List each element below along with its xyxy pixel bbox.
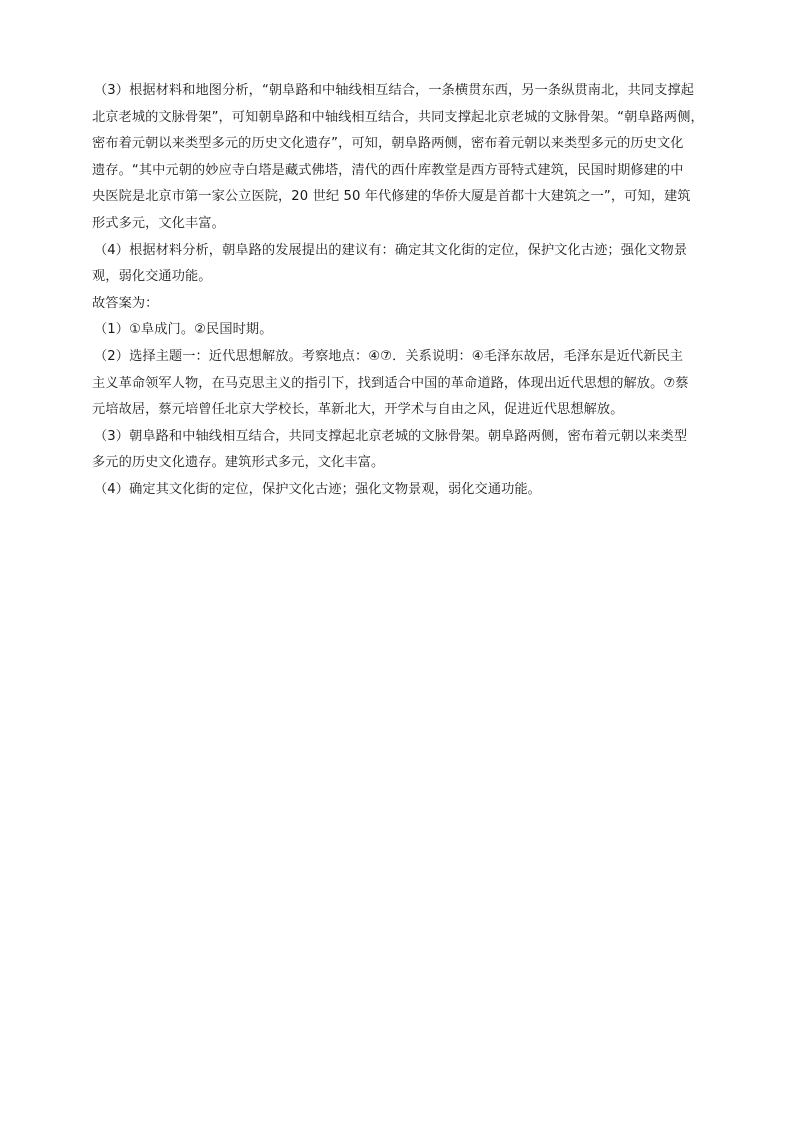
answer-2-line-3: 元培故居，蔡元培曾任北京大学校长，革新北大，开学术与自由之风，促进近代思想解放。	[92, 402, 624, 418]
answer-3-line-2: 多元的历史文化遗存。建筑形式多元，文化丰富。	[92, 455, 385, 471]
paragraph-3-line-2: 北京老城的文脉骨架”，可知朝阜路和中轴线相互结合，共同支撑起北京老城的文脉骨架。“朝阜路两侧，	[92, 109, 704, 125]
paragraph-3-line-1: （3）根据材料和地图分析，“朝阜路和中轴线相互结合，一条横贯东西，另一条纵贯南北，共同支撑起	[94, 83, 695, 98]
answer-2-line-2: 主义革命领军人物，在马克思主义的指引下，找到适合中国的革命道路，体现出近代思想的解放。⑦蔡	[92, 375, 689, 391]
paragraph-3-line-6: 形式多元，文化丰富。	[92, 215, 225, 231]
answer-text-block	[92, 78, 732, 504]
paragraph-4-line-2: 观，弱化交通功能。	[92, 269, 212, 285]
answer-3-line-1: （3）朝阜路和中轴线相互结合，共同支撑起北京老城的文脉骨架。朝阜路两侧，密布着元朝以来类型	[94, 428, 688, 444]
answer-2-line-1: （2）选择主题一：近代思想解放。考察地点：④⑦．关系说明：④毛泽东故居，毛泽东是近代新民主	[94, 348, 684, 364]
answer-4: （4）确定其文化街的定位，保护文化古迹；强化文物景观，弱化交通功能。	[94, 481, 541, 497]
paragraph-3-line-4: 遗存。“其中元朝的妙应寺白塔是藏式佛塔，清代的西什库教堂是西方哥特式建筑，民国时期修建的中	[92, 162, 684, 178]
paragraph-4-line-1: （4）根据材料分析，朝阜路的发展提出的建议有：确定其文化街的定位，保护文化古迹；强化文物景	[94, 242, 688, 258]
answer-heading: 故答案为：	[92, 295, 159, 311]
paragraph-3-line-3: 密布着元朝以来类型多元的历史文化遗存”，可知，朝阜路两侧，密布着元朝以来类型多元的历史文化	[92, 136, 684, 152]
paragraph-3-line-5: 央医院是北京市第一家公立医院，20 世纪 50 年代修建的华侨大厦是首都十大建筑之一”，可知，建筑	[92, 189, 691, 205]
answer-1: （1）①阜成门。②民国时期。	[94, 322, 273, 338]
